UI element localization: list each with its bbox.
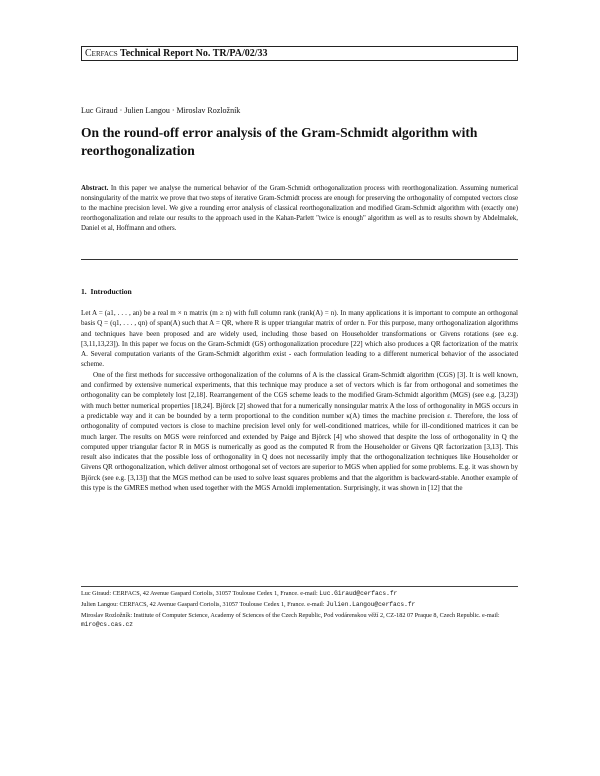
footnote-text: Julien Langou: CERFACS, 42 Avenue Gaspard Coriolis, 31057 Toulouse Cedex 1, France. e-mail: — [81, 601, 325, 608]
paragraph: Let A = (a1, . . . , an) be a real m × n matrix (m ≥ n) with full column rank (rank(A) = n). In many applications it is important to compute an orthogonal basis Q = (q1, . . . , qn) of span(A) such that A = QR, where R is upper triangular matrix of order n. For this purpose, many orthogonalization algorithms and techniques have been proposed and are widely used, including those based on Householder transformations or Givens rotations (see e.g. [3,11,13,23]). In this paper we focus on the Gram-Schmidt (GS) orthogonalization procedure [22] which also produces a QR factorization of the matrix A. Several computation variants of the Gram-Schmidt algorithm exist - each formulation leading to a different numerical behavior of the associated scheme. — [81, 309, 518, 369]
footnote-text: Luc Giraud: CERFACS, 42 Avenue Gaspard Coriolis, 31057 Toulouse Cedex 1, France. e-mail: — [81, 590, 318, 597]
paragraph: One of the first methods for successive orthogonalization of the columns of A is the classical Gram-Schmidt algorithm (CGS) [3]. It is well known, and confirmed by extensive numerical experiments, that this technique may produce a set of vectors which is far from orthogonal and sometimes the orthogonality can be completely lost [2,18]. Rearrangement of the CGS scheme leads to the modified Gram-Schmidt algorithm (MGS) (see e.g. [3,23]) with much better numerical properties [18,24]. Björck [2] showed that for a numerically nonsingular matrix A the loss of orthogonality in MGS occurs in a predictable way and it can be bounded by a term proportional to the condition number κ(A) times the machine precision ε. Therefore, the loss of orthogonality of computed vectors is close to machine precision level only for well-conditioned matrices, while for ill-conditioned matrices it can be much larger. The results on MGS were reinforced and extended by Paige and Björck [4] who showed that despite the loss of orthogonality in Q the computed upper triangular factor R in MGS is numerically as good as the computed R from the Householder or Givens QR factorization [3,13]. This result also indicates that the possible loss of orthogonality in Q does not necessarily imply that the orthogonalization techniques like Householder or Givens QR orthogonalization, which deliver almost orthogonal set of vectors are superior to MGS when applied for some problems. E.g. it was shown by Björck (see e.g. [3,13]) that the MGS method can be used to solve least squares problems and that the algorithm is backward-stable. Another example of this type is the GMRES method when used together with the MGS Arnoldi implementation. Surprisingly, it was shown in [12] that the — [81, 370, 518, 493]
section-heading — [81, 287, 132, 296]
footnote-rozloznik — [81, 612, 518, 629]
section-number: 1. — [81, 287, 87, 296]
footnote-langou — [81, 601, 518, 610]
email-link[interactable]: Luc.Giraud@cerfacs.fr — [319, 590, 398, 597]
email-link[interactable]: Julien.Langou@cerfacs.fr — [326, 601, 416, 608]
author-list: Luc Giraud · Julien Langou · Miroslav Rozložník — [81, 106, 241, 115]
abstract-label: Abstract. — [81, 185, 109, 192]
report-header — [81, 46, 518, 61]
report-number: Technical Report No. TR/PA/02/33 — [119, 48, 268, 59]
footnote-rule — [81, 586, 518, 587]
email-link[interactable]: miro@cs.cas.cz — [81, 620, 133, 628]
footnote-text: Miroslav Rozložník: Institute of Computer Science, Academy of Sciences of the Czech Republic, Pod vodárenskou věží 2, CZ-182 07 Praque 8, Czech Republic. e-mail: — [81, 612, 500, 619]
abstract — [81, 184, 518, 234]
abstract-rule — [81, 259, 518, 260]
paper-title: On the round-off error analysis of the Gram-Schmidt algorithm with reorthogonalization — [81, 125, 478, 158]
body-text — [81, 308, 518, 493]
section-title: Introduction — [90, 287, 132, 296]
abstract-text: In this paper we analyse the numerical behavior of the Gram-Schmidt orthogonalization process with reorthogonalization. Assuming numerical nonsingularity of the matrix we prove that two steps of iterative Gram-Schmidt process are enough for preserving the orthogonality of computed vectors close to the machine precision level. We give a rounding error analysis of classical reorthogonalization and modified Gram-Schmidt algorithm with (exactly one) reorthogonalization and relate our results to the approach used in the Kahan-Parlett "twice is enough" algorithm as well as to results shown by Abdelmalek, Daniel et al, Hoffmann and others. — [81, 185, 518, 233]
org-name: Cerfacs — [85, 48, 118, 59]
footnote-giraud — [81, 590, 518, 599]
